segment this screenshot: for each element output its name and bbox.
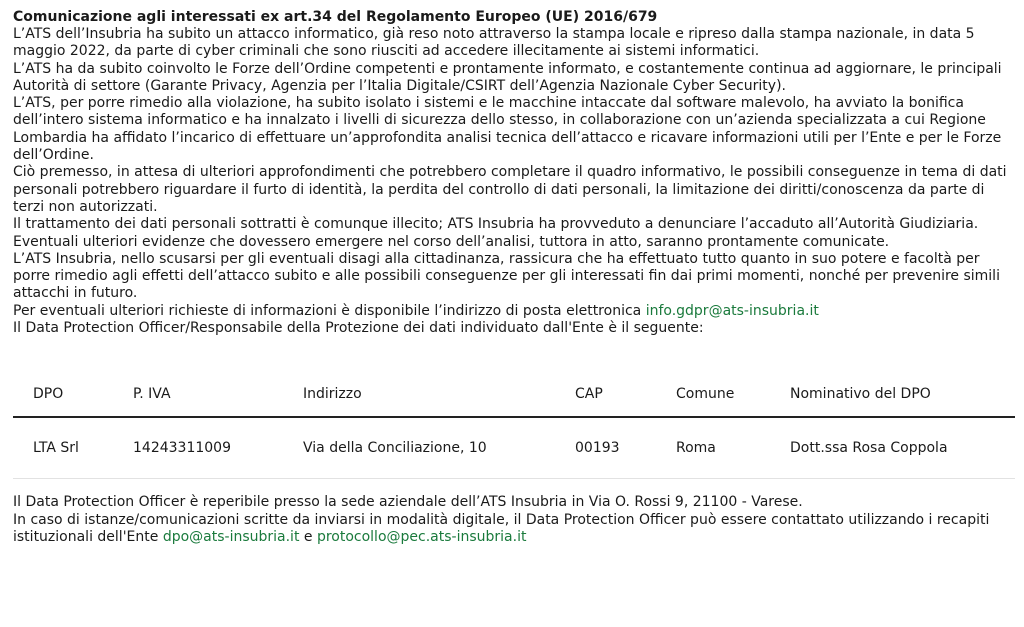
column-header-comune: Comune (656, 371, 770, 417)
footer-contact-text: In caso di istanze/comunicazioni scritte da inviarsi in modalità digitale, il Data Protection Officer può essere contattato utilizzando i recapiti istituzionali dell'Ente (13, 511, 990, 545)
dpo-table-container (13, 371, 1015, 479)
paragraph-treatment: Il trattamento dei dati personali sottratti è comunque illecito; ATS Insubria ha provveduto a denunciare l’accaduto all’Autorità Giudiziaria. Eventuali ulteriori evidenze che dovessero emergere nel corso dell’analisi, tuttora in atto, saranno prontamente comunicate. (13, 216, 979, 250)
cell-dpo: LTA Srl (13, 417, 113, 479)
paragraph-apology: L’ATS Insubria, nello scusarsi per gli eventuali disagi alla cittadinanza, rassicura che ha effettuato tutto quanto in suo potere e facoltà per porre rimedio agli effetti dell’attacco subito e alle possibili conseguenze per gli interessati fin dai primi momenti, nonché per prevenire simili attacchi in futuro. (13, 250, 1000, 302)
column-header-piva: P. IVA (113, 371, 283, 417)
column-header-indirizzo: Indirizzo (283, 371, 555, 417)
cell-indirizzo: Via della Conciliazione, 10 (283, 417, 555, 479)
paragraph-remedy: L’ATS, per porre rimedio alla violazione, ha subito isolato i sistemi e le macchine intaccate dal software malevolo, ha avviato la bonifica dell’intero sistema informatico e ha innalzato i livelli di sicurezza dello stesso, in collaborazione con un’azienda specializzata a cui Regione Lombardia ha affidato l’incarico di effettuare un’approfondita analisi tecnica dell’attacco e ricavare informazioni utili per l’Ente e per le Forze dell’Ordine. (13, 95, 1002, 164)
cell-piva: 14243311009 (113, 417, 283, 479)
table-header-row (13, 371, 1015, 417)
paragraph-consequences: Ciò premesso, in attesa di ulteriori approfondimenti che potrebbero completare il quadro informativo, le possibili conseguenze in tema di dati personali potrebbero riguardare il furto di identità, la perdita del controllo di dati personali, la limitazione dei diritti/conoscenza da parte di terzi non autorizzati. (13, 164, 1007, 215)
footer-location: Il Data Protection Officer è reperibile presso la sede aziendale dell’ATS Insubria in Via O. Rossi 9, 21100 - Varese. (13, 494, 803, 511)
contact-text: Per eventuali ulteriori richieste di informazioni è disponibile l’indirizzo di posta elettronica (13, 302, 646, 319)
pec-email-link[interactable]: protocollo@pec.ats-insubria.it (316, 528, 527, 545)
dpo-email-link[interactable]: dpo@ats-insubria.it (162, 528, 300, 545)
page-title: Comunicazione agli interessati ex art.34 del Regolamento Europeo (UE) 2016/679 (13, 9, 658, 25)
footer-contact (13, 512, 1016, 547)
table-row (13, 417, 1015, 479)
footer (13, 494, 1016, 546)
column-header-dpo: DPO (13, 371, 113, 417)
paragraph-attack: L’ATS dell’Insubria ha subito un attacco informatico, già reso noto attraverso la stampa locale e ripreso dalla stampa nazionale, in data 5 maggio 2022, da parte di cyber criminali che sono riusciti ad accedere illecitamente ai sistemi informatici. (13, 26, 975, 60)
dpo-table (13, 371, 1015, 479)
footer-connector: e (299, 528, 317, 545)
paragraph-authorities: L’ATS ha da subito coinvolto le Forze dell’Ordine competenti e prontamente informato, e costantemente continua ad aggiornare, le principali Autorità di settore (Garante Privacy, Agenzia per l’Italia Digitale/CSIRT dell’Agenzia Nazionale Cyber Security). (13, 60, 1002, 94)
cell-nominativo: Dott.ssa Rosa Coppola (770, 417, 1015, 479)
cell-cap: 00193 (555, 417, 656, 479)
paragraph-contact (13, 303, 1016, 320)
cell-comune: Roma (656, 417, 770, 479)
gdpr-email-link[interactable]: info.gdpr@ats-insubria.it (645, 302, 819, 319)
column-header-cap: CAP (555, 371, 656, 417)
column-header-nominativo: Nominativo del DPO (770, 371, 1015, 417)
paragraph-dpo-intro: Il Data Protection Officer/Responsabile della Protezione dei dati individuato dall'Ente è il seguente: (13, 320, 704, 337)
